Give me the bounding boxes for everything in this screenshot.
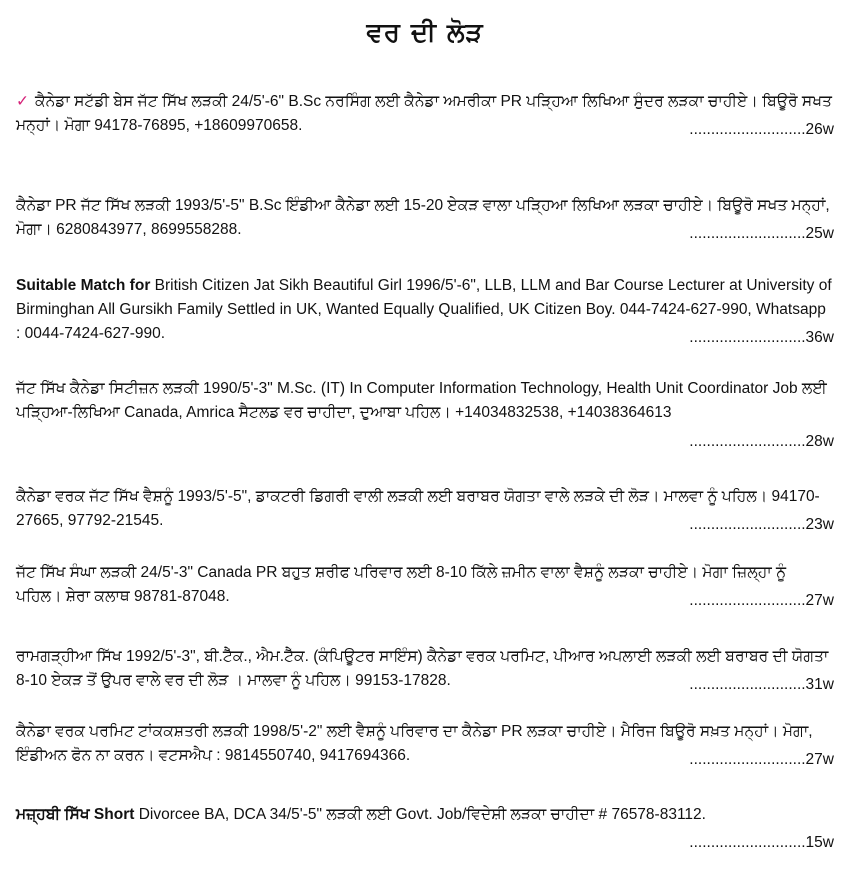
ad-7 — [16, 645, 834, 697]
ad-1 — [16, 90, 834, 142]
ad-9 — [16, 803, 834, 855]
ad-6 — [16, 561, 834, 613]
ad-text: ਕੈਨੇਡਾ ਵਰਕ ਜੱਟ ਸਿੱਖ ਵੈਸ਼ਨੂੰ 1993/5'-5", ਡਾਕਟਰੀ ਡਿਗਰੀ ਵਾਲੀ ਲੜਕੀ ਲਈ ਬਰਾਬਰ ਯੋਗਤਾ ਵਾਲੇ ਲੜਕੇ ਦੀ ਲੋੜ। ਮਾਲਵਾ ਨੂੰ ਪਹਿਲ। 94170-27665, 97792-21545. — [16, 488, 820, 529]
check-icon: ✓ — [16, 93, 29, 110]
ad-2 — [16, 194, 834, 246]
ad-text: ਕੈਨੇਡਾ PR ਜੱਟ ਸਿੱਖ ਲੜਕੀ 1993/5'-5" B.Sc ਇੰਡੀਆ ਕੈਨੇਡਾ ਲਈ 15-20 ਏਕੜ ਵਾਲਾ ਪੜ੍ਹਿਆ ਲਿਖਿਆ ਲੜਕਾ ਚਾਹੀਏ। ਬਿਊਰੋ ਸਖਤ ਮਨ੍ਹਾਂ, ਮੋਗਾ। 6280843977, 8699558288. — [16, 197, 830, 238]
ad-5 — [16, 485, 834, 537]
ad-code: ...........................23w — [689, 516, 834, 533]
ad-code: ...........................28w — [689, 433, 834, 450]
ad-code: ...........................25w — [689, 225, 834, 242]
ad-code: ...........................31w — [689, 676, 834, 693]
ad-code: ...........................26w — [689, 121, 834, 138]
ad-lead: ਮਜ਼੍ਹਬੀ ਸਿੱਖ Short — [16, 806, 135, 823]
ad-lead: Suitable Match for — [16, 277, 151, 294]
ad-text: ਜੱਟ ਸਿੱਖ ਸੰਘਾ ਲੜਕੀ 24/5'-3" Canada PR ਬਹੁਤ ਸ਼ਰੀਫ ਪਰਿਵਾਰ ਲਈ 8-10 ਕਿੱਲੇ ਜ਼ਮੀਨ ਵਾਲਾ ਵੈਸ਼ਨੂੰ ਲੜਕਾ ਚਾਹੀਏ। ਮੋਗਾ ਜ਼ਿਲ੍ਹਾ ਨੂੰ ਪਹਿਲ। ਸ਼ੇਰਾ ਕਲਾਥ 98781-87048. — [16, 564, 787, 605]
ad-text: ਮਜ਼੍ਹਬੀ ਸਿੱਖ Short Divorcee BA, DCA 34/5'-5" ਲੜਕੀ ਲਈ Govt. Job/ਵਿਦੇਸ਼ੀ ਲੜਕਾ ਚਾਹੀਦਾ # 76578-83112. — [16, 806, 706, 823]
ad-text: ✓ ਕੈਨੇਡਾ ਸਟੱਡੀ ਬੇਸ ਜੱਟ ਸਿੱਖ ਲੜਕੀ 24/5'-6" B.Sc ਨਰਸਿੰਗ ਲਈ ਕੈਨੇਡਾ ਅਮਰੀਕਾ PR ਪੜ੍ਹਿਆ ਲਿਖਿਆ ਸੁੰਦਰ ਲੜਕਾ ਚਾਹੀਏ। ਬਿਊਰੋ ਸਖਤ ਮਨ੍ਹਾਂ। ਮੋਗਾ 94178-76895, +18609970658. — [16, 93, 832, 134]
ad-text: ਕੈਨੇਡਾ ਵਰਕ ਪਰਮਿਟ ਟਾਂਕਕਸ਼ਤਰੀ ਲੜਕੀ 1998/5'-2" ਲਈ ਵੈਸ਼ਨੂੰ ਪਰਿਵਾਰ ਦਾ ਕੈਨੇਡਾ PR ਲੜਕਾ ਚਾਹੀਏ। ਮੈਰਿਜ ਬਿਊਰੋ ਸਖ਼ਤ ਮਨ੍ਹਾਂ। ਮੋਗਾ, ਇੰਡੀਅਨ ਫੋਨ ਨਾ ਕਰਨ। ਵਟਸਐਪ : 9814550740, 9417694366. — [16, 723, 813, 764]
ad-text: Suitable Match for British Citizen Jat Sikh Beautiful Girl 1996/5'-6", LLB, LLM and Bar Course Lecturer at University of Birminghan All Gursikh Family Settled in UK, Wanted Equally Qualified, UK Citizen Boy. 044-7424-627-990, Whatsapp : 0044-7424-627-990. — [16, 277, 832, 342]
ad-code: ...........................27w — [689, 592, 834, 609]
ad-8 — [16, 720, 834, 772]
ad-text: ਰਾਮਗੜ੍ਹੀਆ ਸਿੱਖ 1992/5'-3", ਬੀ.ਟੈੱਕ., ਐਮ.ਟੈੱਕ. (ਕੰਪਿਊਟਰ ਸਾਇੰਸ) ਕੈਨੇਡਾ ਵਰਕ ਪਰਮਿਟ, ਪੀਆਰ ਅਪਲਾਈ ਲੜਕੀ ਲਈ ਬਰਾਬਰ ਦੀ ਯੋਗਤਾ 8-10 ਏਕੜ ਤੋਂ ਉਪਰ ਵਾਲੇ ਵਰ ਦੀ ਲੋੜ । ਮਾਲਵਾ ਨੂੰ ਪਹਿਲ। 99153-17828. — [16, 648, 829, 689]
ad-code: ...........................15w — [689, 834, 834, 851]
page-title: ਵਰ ਦੀ ਲੋੜ — [366, 18, 484, 48]
ad-text: ਜੱਟ ਸਿੱਖ ਕੈਨੇਡਾ ਸਿਟੀਜ਼ਨ ਲੜਕੀ 1990/5'-3" M.Sc. (IT) In Computer Information Technology, Health Unit Coordinator Job ਲਈ ਪੜ੍ਹਿਆ-ਲਿਖਿਆ Canada, Amrica ਸੈਟਲਡ ਵਰ ਚਾਹੀਦਾ, ਦੁਆਬਾ ਪਹਿਲ। +14034832538, +14038364613 — [16, 380, 827, 421]
ad-3 — [16, 274, 834, 350]
ad-code: ...........................27w — [689, 751, 834, 768]
ad-code: ...........................36w — [689, 329, 834, 346]
ad-4 — [16, 377, 834, 454]
